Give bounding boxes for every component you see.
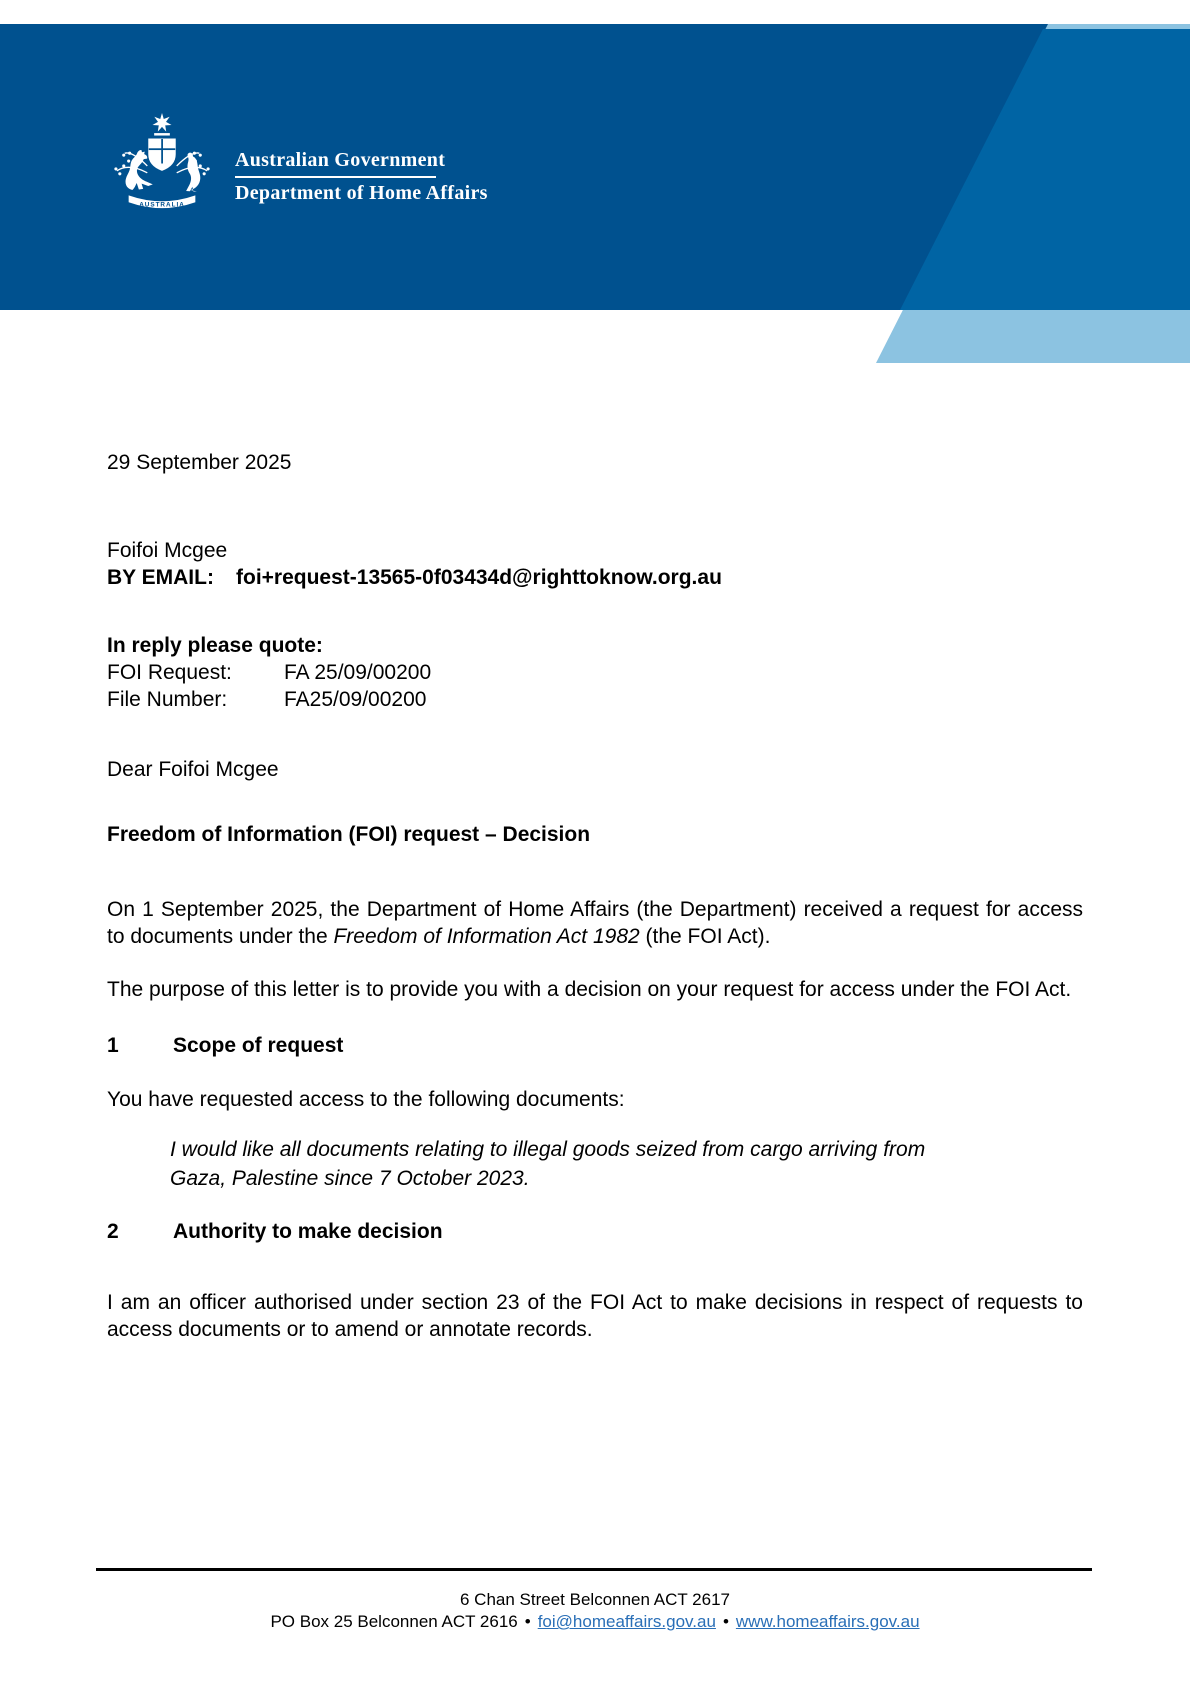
- subject-line: Freedom of Information (FOI) request – Decision: [107, 823, 591, 846]
- footer-email-link[interactable]: foi@homeaffairs.gov.au: [537, 1612, 716, 1631]
- footer-divider: [96, 1568, 1092, 1571]
- by-email-label: BY EMAIL:: [107, 566, 214, 589]
- section-title: Authority to make decision: [173, 1220, 443, 1243]
- section-title: Scope of request: [173, 1034, 344, 1057]
- paragraph-purpose: The purpose of this letter is to provide you with a decision on your request for access under the FOI Act.: [107, 978, 1072, 1001]
- star-icon: [152, 113, 171, 132]
- banner-text: AUSTRALIA: [139, 201, 185, 209]
- letter-date: 29 September 2025: [107, 451, 292, 474]
- reference-block: [107, 632, 1083, 713]
- act-title-italic: Freedom of Information Act 1982: [333, 925, 640, 948]
- torse: [154, 133, 170, 135]
- paragraph-text: On 1 September 2025, the Department of Home Affairs (the Department) received a request for access to documents under the: [107, 898, 1083, 948]
- medium-blue-diagonal: [900, 29, 1190, 310]
- reply-quote-heading: In reply please quote:: [107, 634, 323, 657]
- recipient-name: Foifoi Mcgee: [107, 539, 228, 562]
- footer-po-box: PO Box 25 Belconnen ACT 2616: [270, 1612, 518, 1631]
- recipient-email: foi+request-13565-0f03434d@righttoknow.org.au: [236, 566, 722, 589]
- bullet-separator-icon: •: [722, 1612, 729, 1631]
- lockup-divider: [235, 176, 436, 178]
- paragraph-request-received: [107, 896, 1083, 950]
- paragraph-text: (the FOI Act).: [639, 925, 771, 948]
- by-email-line: [107, 564, 1083, 591]
- foi-request-label: FOI Request:: [107, 661, 232, 684]
- emu-icon: [186, 153, 200, 192]
- paragraph-authority: I am an officer authorised under section 23 of the FOI Act to make decisions in respect of requests to access documents or to amend or annotate records.: [107, 1291, 1083, 1341]
- bullet-separator-icon: •: [524, 1612, 531, 1631]
- ref-row-file: [107, 686, 1083, 713]
- file-number-value: FA25/09/00200: [284, 688, 427, 711]
- org-name: Australian Government: [235, 149, 446, 171]
- file-number-label: File Number:: [107, 688, 228, 711]
- section-number: 1: [107, 1034, 119, 1057]
- footer-street-address: 6 Chan Street Belconnen ACT 2617: [460, 1590, 730, 1609]
- recipient-block: [107, 537, 1083, 591]
- foi-request-value: FA 25/09/00200: [284, 661, 432, 684]
- footer-contact-line: [0, 1611, 1190, 1633]
- section-heading-scope: [107, 1032, 1083, 1059]
- footer-web-link[interactable]: www.homeaffairs.gov.au: [735, 1612, 920, 1631]
- scope-intro-line: You have requested access to the following documents:: [107, 1088, 625, 1111]
- request-quote: I would like all documents relating to illegal goods seized from cargo arriving from Gaza, Palestine since 7 October 2023.: [170, 1138, 926, 1190]
- coat-of-arms-icon: [102, 112, 222, 214]
- shield-quarter-line: [161, 139, 163, 164]
- salutation: Dear Foifoi Mcgee: [107, 758, 279, 781]
- section-number: 2: [107, 1220, 119, 1243]
- ref-row-foi: [107, 659, 1083, 686]
- dept-name: Department of Home Affairs: [235, 182, 488, 204]
- section-heading-authority: [107, 1218, 1083, 1245]
